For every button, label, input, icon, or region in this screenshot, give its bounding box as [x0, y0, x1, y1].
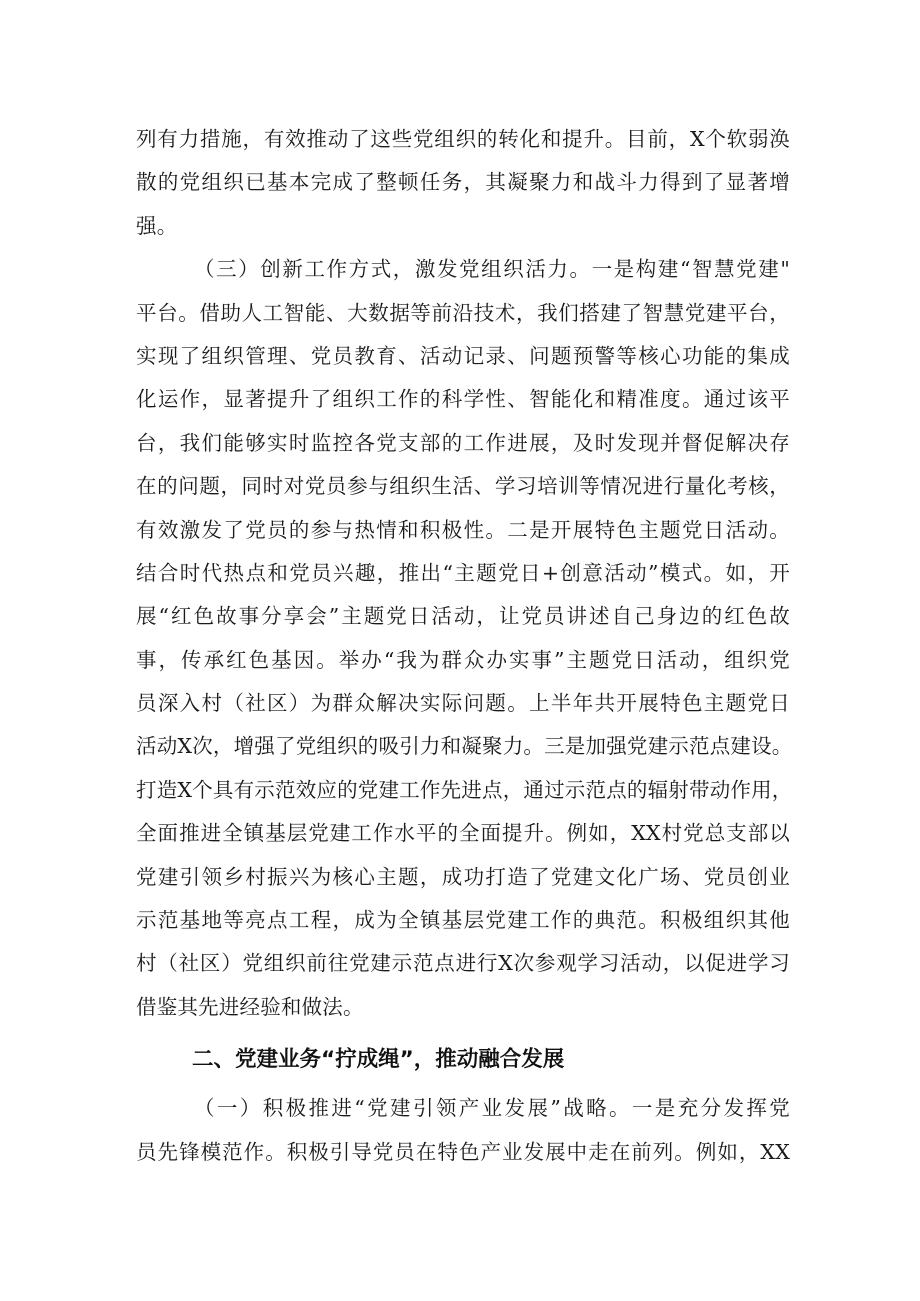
document-body [136, 118, 793, 1174]
text-line: 事，传承红色基因。举办“我为群众办实事”主题党日活动，组织党 [136, 647, 790, 672]
text-line: 借鉴其先进经验和做法。 [136, 994, 364, 1019]
text-line: 示范基地等亮点工程，成为全镇基层党建工作的典范。积极组织其他 [136, 908, 790, 933]
text-line: 村（社区）党组织前往党建示范点进行X次参观学习活动，以促进学习 [136, 951, 790, 976]
text-line: 员深入村（社区）为群众解决实际问题。上半年共开展特色主题党日 [136, 691, 790, 716]
text-line: 打造X个具有示范效应的党建工作先进点，通过示范点的辐射带动作用， [136, 777, 793, 802]
text-line: （一）积极推进“党建引领产业发展”战略。一是充分发挥党 [194, 1096, 790, 1121]
text-line: 展“红色故事分享会”主题党日活动，让党员讲述自己身边的红色故 [136, 604, 790, 629]
text-line: 台，我们能够实时监控各党支部的工作进展，及时发现并督促解决存 [136, 430, 790, 455]
text-line: 散的党组织已基本完成了整顿任务，其凝聚力和战斗力得到了显著增 [136, 170, 790, 195]
text-line: 实现了组织管理、党员教育、活动记录、问题预警等核心功能的集成 [136, 343, 790, 368]
text-line: （三）创新工作方式，激发党组织活力。一是构建“智慧党建" [194, 257, 790, 282]
text-line: 强。 [136, 213, 178, 238]
text-line: 全面推进全镇基层党建工作水平的全面提升。例如，XX村党总支部以 [136, 821, 790, 846]
text-line: 在的问题，同时对党员参与组织生活、学习培训等情况进行量化考核， [136, 474, 790, 499]
text-line: 列有力措施，有效推动了这些党组织的转化和提升。目前，X个软弱涣 [136, 127, 790, 151]
paragraph-1 [136, 118, 790, 248]
text-line: 化运作，显著提升了组织工作的科学性、智能化和精准度。通过该平 [136, 387, 790, 412]
text-line: 活动X次，增强了党组织的吸引力和凝聚力。三是加强党建示范点建设。 [136, 734, 793, 759]
paragraph-2 [136, 248, 793, 1029]
paragraph-3 [136, 1087, 790, 1174]
text-line: 有效激发了党员的参与热情和积极性。二是开展特色主题党日活动。 [136, 517, 790, 542]
text-line: 平台。借助人工智能、大数据等前沿技术，我们搭建了智慧党建平台， [136, 300, 790, 325]
section-heading: 二、党建业务“拧成绳”，推动融合发展 [192, 1047, 565, 1073]
text-line: 党建引领乡村振兴为核心主题，成功打造了党建文化广场、党员创业 [136, 864, 790, 889]
text-line: 员先锋模范作。积极引导党员在特色产业发展中走在前列。例如，XX [136, 1139, 790, 1164]
text-line: 结合时代热点和党员兴趣，推出“主题党日+创意活动”模式。如，开 [136, 560, 790, 585]
